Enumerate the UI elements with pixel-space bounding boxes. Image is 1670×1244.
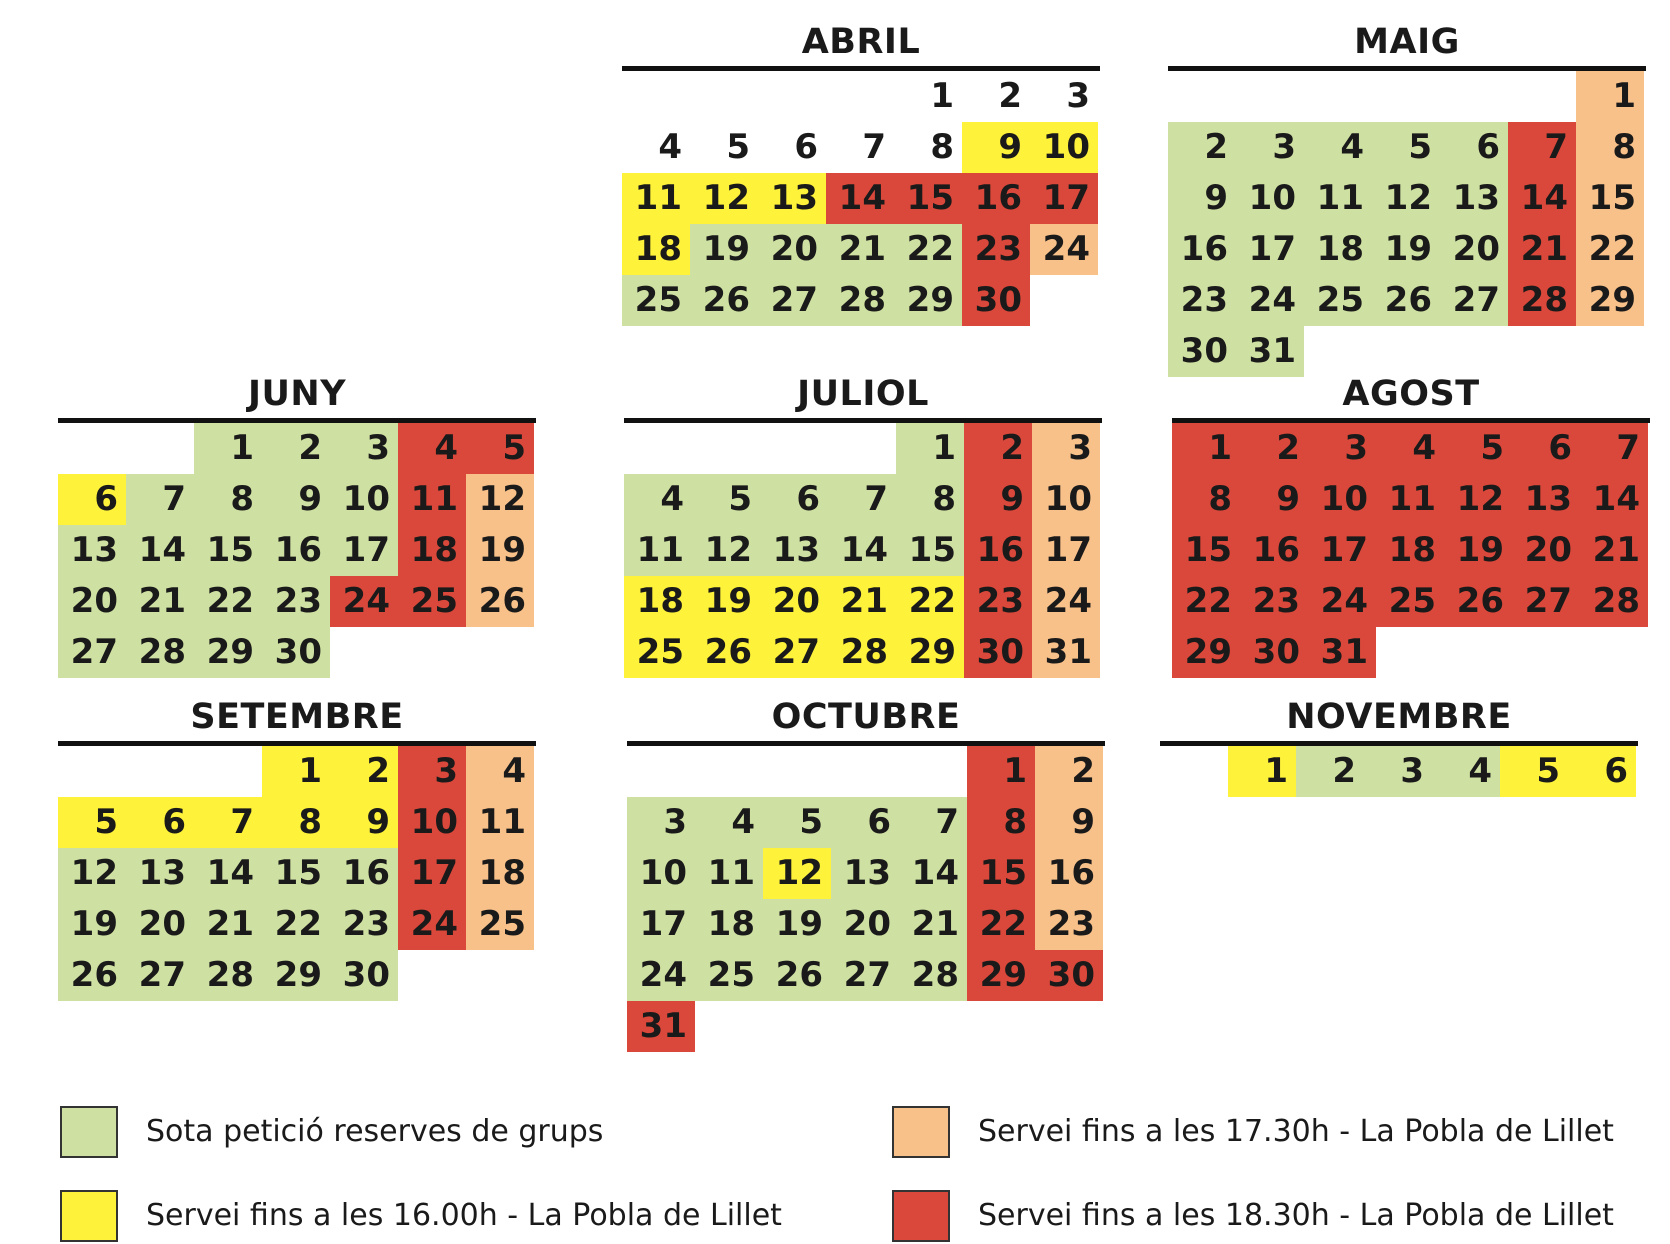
day-cell: 20 [1512,525,1580,576]
day-cell: 29 [896,627,964,678]
day-cell: 11 [695,848,763,899]
day-cell: 13 [58,525,126,576]
day-cell: 28 [1508,275,1576,326]
day-cell: 23 [330,899,398,950]
day-cell: 22 [967,899,1035,950]
day-cell: 20 [758,224,826,275]
day-cell: 5 [692,474,760,525]
day-cell: 28 [828,627,896,678]
day-cell: 14 [899,848,967,899]
day-cell: 13 [760,525,828,576]
day-cell: 2 [1296,746,1364,797]
day-cell: 8 [967,797,1035,848]
day-cell: 23 [962,224,1030,275]
day-cell: 8 [930,127,954,167]
day-cell: 9 [1240,474,1308,525]
month-juny [58,374,536,734]
month-title: NOVEMBRE [1286,697,1512,737]
day-cell: 7 [1580,423,1648,474]
day-cell: 12 [58,848,126,899]
day-cell: 27 [758,275,826,326]
day-cell: 30 [1168,326,1236,377]
day-cell: 4 [695,797,763,848]
day-cell: 5 [1372,122,1440,173]
month-setembre [58,697,536,1057]
day-cell: 6 [126,797,194,848]
day-cell: 21 [828,576,896,627]
day-cell: 14 [826,173,894,224]
day-cell: 21 [826,224,894,275]
day-cell: 15 [1172,525,1240,576]
day-cell: 31 [627,1001,695,1052]
day-cell: 1 [1576,71,1644,122]
day-cell: 12 [763,848,831,899]
day-cell: 31 [1236,326,1304,377]
day-cell: 30 [964,627,1032,678]
day-cell: 24 [1030,224,1098,275]
day-cell: 22 [1576,224,1644,275]
day-cell: 29 [194,627,262,678]
month-agost [1172,374,1650,734]
day-cell: 2 [1240,423,1308,474]
day-cell: 3 [1364,746,1432,797]
day-cell: 6 [1512,423,1580,474]
day-cell: 11 [1376,474,1444,525]
day-cell: 5 [466,423,534,474]
day-cell: 21 [1508,224,1576,275]
legend-item-groups [60,1106,820,1160]
day-cell: 13 [1440,173,1508,224]
day-cell: 20 [58,576,126,627]
legend-label: Servei fins a les 17.30h - La Pobla de Lillet [978,1114,1614,1149]
day-cell: 1 [967,746,1035,797]
day-cell: 1 [194,423,262,474]
day-cell: 28 [126,627,194,678]
day-cell: 14 [194,848,262,899]
day-cell: 9 [964,474,1032,525]
day-cell: 11 [622,173,690,224]
day-cell: 17 [398,848,466,899]
legend-label: Sota petició reserves de grups [146,1114,604,1149]
day-cell: 7 [828,474,896,525]
day-cell: 8 [1172,474,1240,525]
day-cell: 11 [398,474,466,525]
day-cell: 9 [262,474,330,525]
day-cell: 28 [899,950,967,1001]
day-cell: 7 [899,797,967,848]
day-cell: 14 [1580,474,1648,525]
day-cell: 22 [262,899,330,950]
day-cell: 10 [1308,474,1376,525]
day-cell: 3 [627,797,695,848]
day-cell: 14 [1508,173,1576,224]
month-title: ABRIL [801,22,921,62]
day-cell: 7 [126,474,194,525]
day-cell: 10 [1030,122,1098,173]
day-cell: 20 [831,899,899,950]
day-cell: 8 [896,474,964,525]
day-cell: 25 [1376,576,1444,627]
day-cell: 19 [692,576,760,627]
day-cell: 22 [194,576,262,627]
day-cell: 22 [894,224,962,275]
day-cell: 24 [1308,576,1376,627]
day-cell: 17 [1308,525,1376,576]
day-cell: 27 [831,950,899,1001]
day-cell: 9 [1035,797,1103,848]
day-cell: 3 [1032,423,1100,474]
day-cell: 6 [1440,122,1508,173]
day-cell: 25 [1304,275,1372,326]
day-cell: 4 [398,423,466,474]
day-cell: 25 [695,950,763,1001]
day-cell: 4 [1376,423,1444,474]
day-cell: 16 [1168,224,1236,275]
day-cell: 12 [690,173,758,224]
day-cell: 26 [58,950,126,1001]
month-maig [1168,22,1646,382]
month-abril [622,22,1100,382]
day-cell: 11 [1304,173,1372,224]
day-cell: 19 [1444,525,1512,576]
day-cell: 3 [1236,122,1304,173]
day-cell: 17 [1236,224,1304,275]
day-cell: 24 [330,576,398,627]
day-cell: 1 [930,76,954,116]
day-cell: 10 [330,474,398,525]
day-cell: 10 [398,797,466,848]
day-cell: 18 [1304,224,1372,275]
day-cell: 19 [763,899,831,950]
day-cell: 26 [692,627,760,678]
legend-swatch-orange [892,1106,950,1158]
day-cell: 30 [962,275,1030,326]
day-cell: 17 [330,525,398,576]
day-cell: 12 [1444,474,1512,525]
day-cell: 15 [1576,173,1644,224]
legend-label: Servei fins a les 18.30h - La Pobla de Lillet [978,1198,1614,1233]
day-cell: 2 [1035,746,1103,797]
day-cell: 12 [692,525,760,576]
day-cell: 4 [658,127,682,167]
day-cell: 27 [1440,275,1508,326]
day-cell: 12 [466,474,534,525]
day-cell: 6 [831,797,899,848]
day-cell: 10 [627,848,695,899]
day-cell: 6 [1568,746,1636,797]
day-cell: 20 [760,576,828,627]
day-cell: 27 [58,627,126,678]
day-cell: 24 [627,950,695,1001]
day-cell: 16 [962,173,1030,224]
day-cell: 13 [831,848,899,899]
day-cell: 9 [330,797,398,848]
day-cell: 23 [1240,576,1308,627]
legend-item-1830 [892,1190,1652,1244]
day-cell: 2 [998,76,1022,116]
day-cell: 30 [1035,950,1103,1001]
month-juliol [624,374,1102,734]
month-octubre [627,697,1105,1057]
day-cell: 19 [466,525,534,576]
day-cell: 4 [1432,746,1500,797]
month-title: OCTUBRE [771,697,961,737]
day-cell: 5 [726,127,750,167]
day-cell: 15 [894,173,962,224]
day-cell: 1 [1172,423,1240,474]
day-cell: 29 [894,275,962,326]
day-cell: 16 [262,525,330,576]
day-cell: 17 [1032,525,1100,576]
day-cell: 5 [763,797,831,848]
legend-label: Servei fins a les 16.00h - La Pobla de Lillet [146,1198,782,1233]
day-cell: 23 [964,576,1032,627]
day-cell: 27 [126,950,194,1001]
day-cell: 7 [194,797,262,848]
day-cell: 23 [262,576,330,627]
day-cell: 8 [262,797,330,848]
day-cell: 24 [1032,576,1100,627]
day-cell: 9 [962,122,1030,173]
day-cell: 19 [690,224,758,275]
day-cell: 18 [1376,525,1444,576]
day-cell: 28 [826,275,894,326]
day-cell: 1 [896,423,964,474]
day-cell: 13 [758,173,826,224]
day-cell: 15 [262,848,330,899]
day-cell: 14 [828,525,896,576]
day-cell: 21 [899,899,967,950]
day-cell: 25 [624,627,692,678]
legend-item-1600 [60,1190,820,1244]
day-cell: 15 [896,525,964,576]
day-cell: 21 [1580,525,1648,576]
day-cell: 18 [622,224,690,275]
day-cell: 5 [1500,746,1568,797]
month-divider [1168,66,1646,71]
day-cell: 13 [1512,474,1580,525]
day-cell: 27 [1512,576,1580,627]
day-cell: 25 [466,899,534,950]
day-cell: 29 [262,950,330,1001]
day-cell: 7 [862,127,886,167]
day-cell: 20 [126,899,194,950]
day-cell: 27 [760,627,828,678]
day-cell: 3 [330,423,398,474]
day-cell: 22 [1172,576,1240,627]
day-cell: 26 [1372,275,1440,326]
day-cell: 18 [695,899,763,950]
day-cell: 14 [126,525,194,576]
legend-swatch-green [60,1106,118,1158]
day-cell: 22 [896,576,964,627]
legend-item-1730 [892,1106,1652,1160]
day-cell: 30 [262,627,330,678]
month-title: SETEMBRE [190,697,404,737]
day-cell: 11 [466,797,534,848]
day-cell: 2 [330,746,398,797]
day-cell: 29 [1576,275,1644,326]
day-cell: 5 [1444,423,1512,474]
day-cell: 29 [1172,627,1240,678]
day-cell: 16 [1035,848,1103,899]
day-cell: 30 [1240,627,1308,678]
day-cell: 28 [1580,576,1648,627]
day-cell: 15 [967,848,1035,899]
day-cell: 2 [262,423,330,474]
day-cell: 1 [1228,746,1296,797]
day-cell: 8 [194,474,262,525]
day-cell: 26 [763,950,831,1001]
day-cell: 2 [964,423,1032,474]
day-cell: 19 [1372,224,1440,275]
day-cell: 4 [1304,122,1372,173]
day-cell: 1 [262,746,330,797]
month-title: AGOST [1342,374,1480,414]
day-cell: 18 [624,576,692,627]
day-cell: 10 [1032,474,1100,525]
day-cell: 15 [194,525,262,576]
day-cell: 17 [627,899,695,950]
day-cell: 31 [1032,627,1100,678]
legend-swatch-red [892,1190,950,1242]
day-cell: 25 [622,275,690,326]
day-cell: 31 [1308,627,1376,678]
day-cell: 3 [398,746,466,797]
day-cell: 6 [760,474,828,525]
month-title: JULIOL [797,374,929,414]
day-cell: 18 [398,525,466,576]
day-cell: 6 [794,127,818,167]
day-cell: 17 [1030,173,1098,224]
day-cell: 8 [1576,122,1644,173]
day-cell: 19 [58,899,126,950]
day-cell: 21 [194,899,262,950]
day-cell: 3 [1308,423,1376,474]
day-cell: 13 [126,848,194,899]
day-cell: 28 [194,950,262,1001]
day-cell: 24 [398,899,466,950]
day-cell: 24 [1236,275,1304,326]
day-cell: 18 [466,848,534,899]
day-cell: 16 [964,525,1032,576]
day-cell: 16 [330,848,398,899]
day-cell: 4 [466,746,534,797]
day-cell: 9 [1168,173,1236,224]
day-cell: 23 [1035,899,1103,950]
day-cell: 3 [1066,76,1090,116]
day-cell: 20 [1440,224,1508,275]
day-cell: 4 [624,474,692,525]
month-title: MAIG [1354,22,1460,62]
day-cell: 7 [1508,122,1576,173]
day-cell: 29 [967,950,1035,1001]
day-cell: 12 [1372,173,1440,224]
day-cell: 26 [1444,576,1512,627]
day-cell: 26 [466,576,534,627]
day-cell: 23 [1168,275,1236,326]
month-title: JUNY [247,374,347,414]
day-cell: 25 [398,576,466,627]
day-cell: 21 [126,576,194,627]
day-cell: 10 [1236,173,1304,224]
day-cell: 11 [624,525,692,576]
day-cell: 16 [1240,525,1308,576]
legend-swatch-yellow [60,1190,118,1242]
month-novembre [1160,697,1638,1057]
day-cell: 5 [58,797,126,848]
day-cell: 30 [330,950,398,1001]
day-cell: 2 [1168,122,1236,173]
day-cell: 6 [58,474,126,525]
day-cell: 26 [690,275,758,326]
